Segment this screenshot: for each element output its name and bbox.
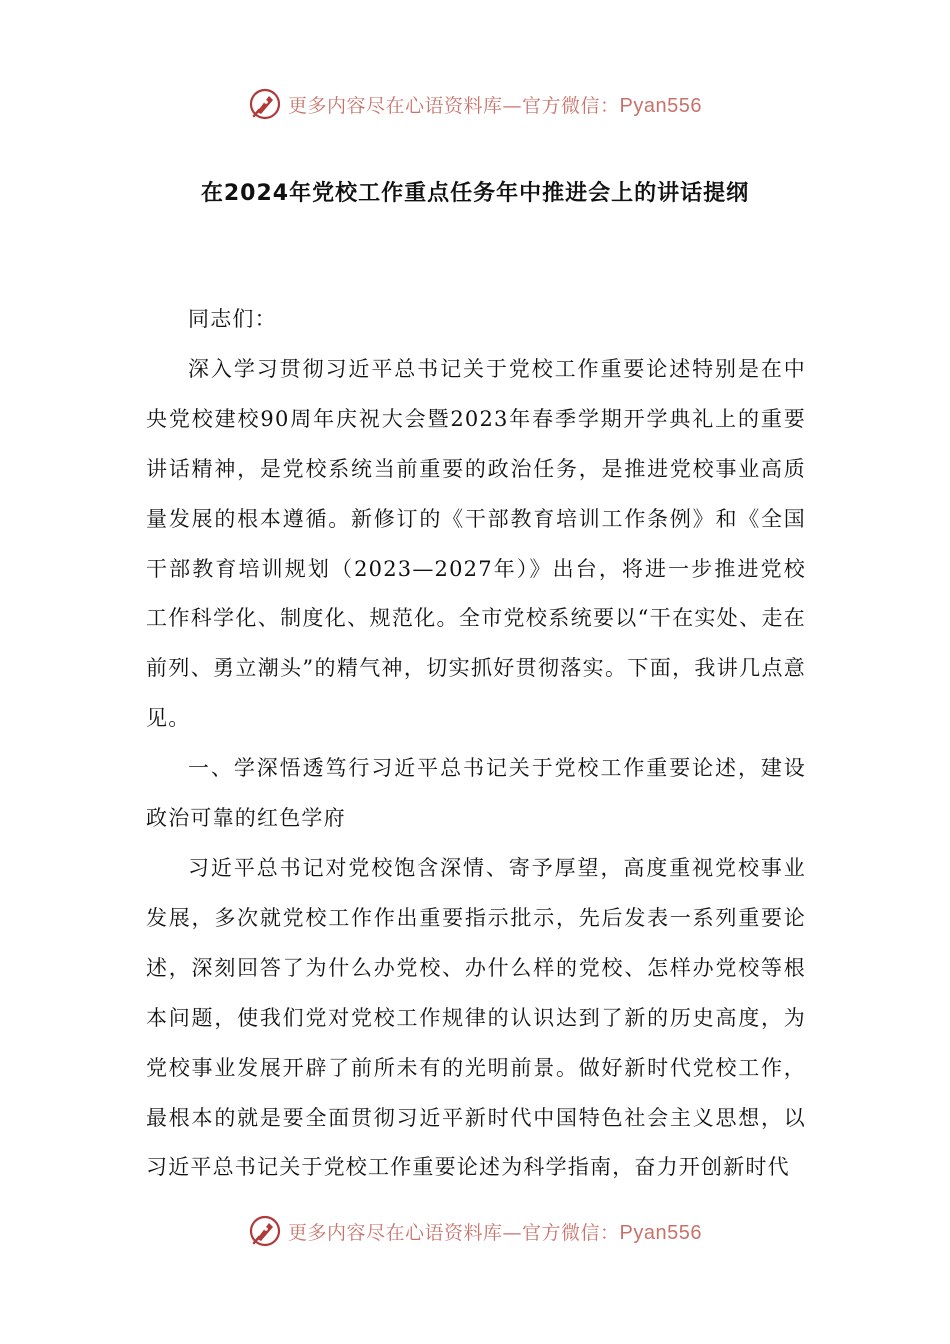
watermark-footer — [0, 1211, 950, 1251]
salutation: 同志们： — [188, 307, 277, 331]
pen-nib-icon — [248, 1214, 282, 1248]
watermark-text: 更多内容尽在心语资料库—官方微信：Pyan556 — [288, 94, 702, 117]
watermark-header — [0, 84, 950, 124]
paragraph-intro: 深入学习贯彻习近平总书记关于党校工作重要论述特别是在中央党校建校90周年庆祝大会暨2023年春季学期开学典礼上的重要讲话精神，是党校系统当前重要的政治任务，是推进党校事业高质量发展的根本遵循。新修订的《干部教育培训工作条例》和《全国干部教育培训规划（2023—2027年）》出台，将进一步推进党校工作科学化、制度化、规范化。全市党校系统要以“干在实处、走在前列、勇立潮头”的精气神，切实抓好贯彻落实。下面，我讲几点意见。 — [146, 356, 806, 731]
document-body — [146, 295, 806, 1193]
watermark-wechat-id: Pyan556 — [619, 1221, 702, 1244]
watermark-wechat-id: Pyan556 — [619, 94, 702, 117]
document-title: 在2024年党校工作重点任务年中推进会上的讲话提纲 — [200, 181, 750, 206]
paragraph-section-1: 习近平总书记对党校饱含深情、寄予厚望，高度重视党校事业发展，多次就党校工作作出重要指示批示，先后发表一系列重要论述，深刻回答了为什么办党校、办什么样的党校、怎样办党校等根本问题，使我们党对党校工作规律的认识达到了新的历史高度，为党校事业发展开辟了前所未有的光明前景。做好新时代党校工作，最根本的就是要全面贯彻习近平新时代中国特色社会主义思想，以习近平总书记关于党校工作重要论述为科学指南，奋力开创新时代 — [146, 855, 806, 1180]
watermark-text: 更多内容尽在心语资料库—官方微信：Pyan556 — [288, 1221, 702, 1244]
section-heading-1: 一、学深悟透笃行习近平总书记关于党校工作重要论述，建设政治可靠的红色学府 — [146, 756, 806, 831]
pen-nib-icon — [248, 87, 282, 121]
